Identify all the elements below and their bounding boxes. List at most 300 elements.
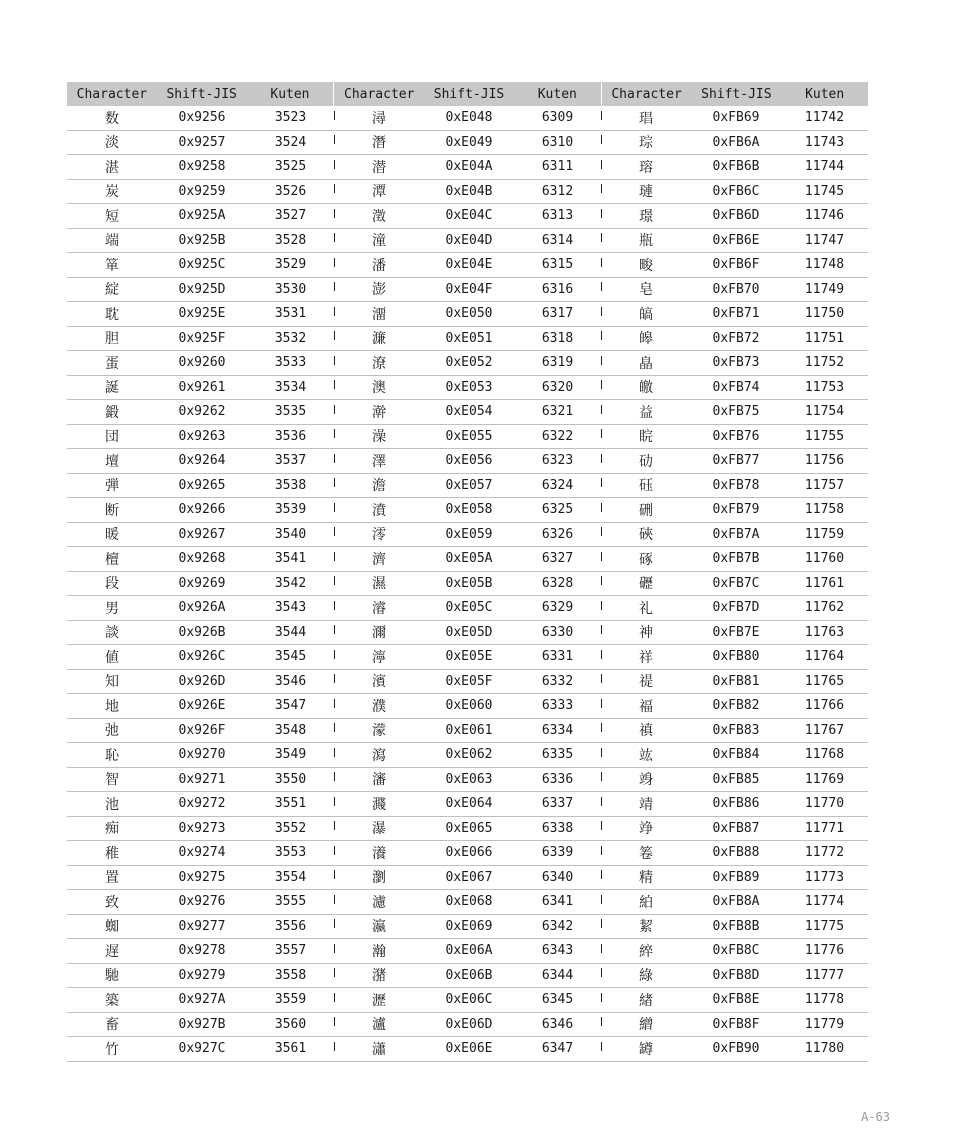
cell-kuten: 11770 bbox=[804, 796, 845, 812]
cell-character: 檀 bbox=[105, 551, 119, 568]
cell-kuten: 11743 bbox=[804, 134, 845, 150]
cell-character: 池 bbox=[105, 796, 119, 813]
cell-kuten: 6335 bbox=[541, 747, 574, 763]
cell-character: 澂 bbox=[372, 208, 386, 225]
cell-kuten: 3559 bbox=[274, 992, 307, 1008]
cell-shift-jis: 0xFB7B bbox=[712, 551, 760, 567]
cell-character: 竹 bbox=[105, 1041, 119, 1058]
cell-shift-jis: 0x9261 bbox=[178, 379, 226, 395]
cell-shift-jis: 0xFB71 bbox=[712, 306, 760, 322]
cell-character: 澣 bbox=[372, 404, 386, 421]
table-header bbox=[67, 82, 868, 106]
table-row bbox=[67, 694, 868, 719]
cell-kuten: 6324 bbox=[541, 477, 574, 493]
cell-shift-jis: 0xE061 bbox=[445, 722, 493, 738]
cell-character: 瀏 bbox=[372, 870, 386, 887]
cell-kuten: 6342 bbox=[541, 918, 574, 934]
table-row bbox=[67, 131, 868, 156]
cell-kuten: 3536 bbox=[274, 428, 307, 444]
table-row bbox=[67, 302, 868, 327]
cell-kuten: 11764 bbox=[804, 649, 845, 665]
cell-kuten: 6337 bbox=[541, 796, 574, 812]
cell-character: 談 bbox=[105, 625, 119, 642]
table-body bbox=[67, 106, 868, 1062]
cell-character: 礼 bbox=[639, 600, 653, 617]
cell-character: 知 bbox=[105, 674, 119, 691]
cell-character: 絜 bbox=[639, 919, 653, 936]
cell-shift-jis: 0x9268 bbox=[178, 551, 226, 567]
cell-character: 致 bbox=[105, 894, 119, 911]
cell-shift-jis: 0x925C bbox=[178, 257, 226, 273]
cell-character: 恥 bbox=[105, 747, 119, 764]
cell-character: 濆 bbox=[372, 502, 386, 519]
cell-kuten: 11760 bbox=[804, 551, 845, 567]
table-row bbox=[67, 817, 868, 842]
cell-shift-jis: 0xFB6D bbox=[712, 208, 760, 224]
cell-shift-jis: 0xE064 bbox=[445, 796, 493, 812]
cell-kuten: 11763 bbox=[804, 624, 845, 640]
header-kuten: Kuten bbox=[537, 86, 577, 102]
cell-character: 綠 bbox=[639, 968, 653, 985]
cell-kuten: 6317 bbox=[541, 306, 574, 322]
cell-character: 暖 bbox=[105, 527, 119, 544]
separator-tick bbox=[601, 723, 602, 732]
cell-character: 濛 bbox=[372, 723, 386, 740]
table-row bbox=[67, 939, 868, 964]
table-row bbox=[67, 400, 868, 425]
separator-tick bbox=[334, 552, 335, 561]
cell-character: 瓶 bbox=[639, 233, 653, 250]
cell-kuten: 3549 bbox=[274, 747, 307, 763]
header-character: Character bbox=[344, 86, 415, 102]
cell-kuten: 3558 bbox=[274, 967, 307, 983]
cell-character: 砡 bbox=[639, 478, 653, 495]
cell-shift-jis: 0x926A bbox=[178, 600, 226, 616]
cell-kuten: 11750 bbox=[804, 306, 845, 322]
table-row bbox=[67, 474, 868, 499]
cell-shift-jis: 0xFB81 bbox=[712, 673, 760, 689]
cell-kuten: 6318 bbox=[541, 330, 574, 346]
cell-character: 瑢 bbox=[639, 159, 653, 176]
cell-shift-jis: 0xFB88 bbox=[712, 845, 760, 861]
separator-tick bbox=[334, 723, 335, 732]
cell-kuten: 3541 bbox=[274, 551, 307, 567]
separator-tick bbox=[334, 699, 335, 708]
cell-kuten: 6314 bbox=[541, 232, 574, 248]
table-row bbox=[67, 278, 868, 303]
cell-character: 睆 bbox=[639, 429, 653, 446]
cell-shift-jis: 0xFB8D bbox=[712, 967, 760, 983]
table-row bbox=[67, 743, 868, 768]
separator-tick bbox=[601, 1042, 602, 1051]
table-row bbox=[67, 866, 868, 891]
cell-character: 澤 bbox=[372, 453, 386, 470]
table-row bbox=[67, 425, 868, 450]
cell-character: 禛 bbox=[639, 723, 653, 740]
cell-character: 澹 bbox=[372, 478, 386, 495]
table-row bbox=[67, 155, 868, 180]
cell-shift-jis: 0xFB8E bbox=[712, 992, 760, 1008]
cell-kuten: 3525 bbox=[274, 159, 307, 175]
cell-kuten: 3526 bbox=[274, 183, 307, 199]
separator-tick bbox=[601, 233, 602, 242]
cell-character: 璉 bbox=[639, 184, 653, 201]
cell-character: 断 bbox=[105, 502, 119, 519]
cell-shift-jis: 0xE067 bbox=[445, 869, 493, 885]
cell-kuten: 3553 bbox=[274, 845, 307, 861]
separator-tick bbox=[601, 870, 602, 879]
header-kuten: Kuten bbox=[805, 86, 845, 102]
cell-shift-jis: 0xE055 bbox=[445, 428, 493, 444]
cell-shift-jis: 0xE058 bbox=[445, 502, 493, 518]
cell-character: 潜 bbox=[372, 159, 386, 176]
cell-kuten: 6322 bbox=[541, 428, 574, 444]
separator-tick bbox=[334, 160, 335, 169]
cell-kuten: 11762 bbox=[804, 600, 845, 616]
separator-tick bbox=[334, 1017, 335, 1026]
cell-character: 蛋 bbox=[105, 355, 119, 372]
table-row bbox=[67, 890, 868, 915]
header-kuten: Kuten bbox=[270, 86, 310, 102]
cell-character: 瀟 bbox=[372, 1041, 386, 1058]
cell-kuten: 6340 bbox=[541, 869, 574, 885]
separator-tick bbox=[601, 601, 602, 610]
separator-tick bbox=[334, 380, 335, 389]
cell-kuten: 3532 bbox=[274, 330, 307, 346]
cell-character: 澪 bbox=[372, 527, 386, 544]
cell-shift-jis: 0xFB74 bbox=[712, 379, 760, 395]
cell-shift-jis: 0x9264 bbox=[178, 453, 226, 469]
cell-shift-jis: 0xFB82 bbox=[712, 698, 760, 714]
cell-character: 湛 bbox=[105, 159, 119, 176]
cell-character: 稚 bbox=[105, 845, 119, 862]
separator-tick bbox=[334, 356, 335, 365]
cell-shift-jis: 0x9260 bbox=[178, 355, 226, 371]
cell-kuten: 11757 bbox=[804, 477, 845, 493]
cell-kuten: 6329 bbox=[541, 600, 574, 616]
separator-tick bbox=[601, 478, 602, 487]
cell-shift-jis: 0x926D bbox=[178, 673, 226, 689]
cell-kuten: 3556 bbox=[274, 918, 307, 934]
table-row bbox=[67, 621, 868, 646]
cell-kuten: 6319 bbox=[541, 355, 574, 371]
cell-character: 澡 bbox=[372, 429, 386, 446]
cell-shift-jis: 0x927A bbox=[178, 992, 226, 1008]
cell-shift-jis: 0xE069 bbox=[445, 918, 493, 934]
table-row bbox=[67, 547, 868, 572]
separator-tick bbox=[601, 356, 602, 365]
cell-character: 値 bbox=[105, 649, 119, 666]
cell-kuten: 11775 bbox=[804, 918, 845, 934]
cell-character: 澳 bbox=[372, 380, 386, 397]
cell-shift-jis: 0x925B bbox=[178, 232, 226, 248]
cell-character: 益 bbox=[639, 404, 653, 421]
cell-shift-jis: 0x925A bbox=[178, 208, 226, 224]
cell-shift-jis: 0x926E bbox=[178, 698, 226, 714]
cell-kuten: 11745 bbox=[804, 183, 845, 199]
cell-kuten: 6326 bbox=[541, 526, 574, 542]
cell-shift-jis: 0x9262 bbox=[178, 404, 226, 420]
cell-kuten: 6345 bbox=[541, 992, 574, 1008]
separator-tick bbox=[601, 1017, 602, 1026]
cell-character: 地 bbox=[105, 698, 119, 715]
cell-character: 瀑 bbox=[372, 821, 386, 838]
cell-character: 澎 bbox=[372, 282, 386, 299]
cell-character: 濟 bbox=[372, 551, 386, 568]
separator-tick bbox=[601, 307, 602, 316]
cell-kuten: 11758 bbox=[804, 502, 845, 518]
cell-kuten: 3538 bbox=[274, 477, 307, 493]
cell-shift-jis: 0x9266 bbox=[178, 502, 226, 518]
cell-shift-jis: 0xFB6E bbox=[712, 232, 760, 248]
cell-shift-jis: 0xFB86 bbox=[712, 796, 760, 812]
cell-kuten: 11776 bbox=[804, 943, 845, 959]
cell-shift-jis: 0xE04C bbox=[445, 208, 493, 224]
separator-tick bbox=[334, 650, 335, 659]
cell-character: 畯 bbox=[639, 257, 653, 274]
table-row bbox=[67, 253, 868, 278]
cell-kuten: 6331 bbox=[541, 649, 574, 665]
separator-tick bbox=[334, 968, 335, 977]
cell-character: 潘 bbox=[372, 257, 386, 274]
separator-tick bbox=[601, 258, 602, 267]
separator-tick bbox=[601, 650, 602, 659]
cell-character: 竧 bbox=[639, 772, 653, 789]
cell-shift-jis: 0xFB7C bbox=[712, 575, 760, 591]
cell-kuten: 3545 bbox=[274, 649, 307, 665]
cell-shift-jis: 0x9277 bbox=[178, 918, 226, 934]
cell-character: 琩 bbox=[639, 110, 653, 127]
cell-character: 潭 bbox=[372, 184, 386, 201]
cell-kuten: 3534 bbox=[274, 379, 307, 395]
character-code-table bbox=[67, 82, 868, 1062]
table-row bbox=[67, 915, 868, 940]
separator-tick bbox=[334, 258, 335, 267]
cell-character: 綻 bbox=[105, 282, 119, 299]
cell-character: 硎 bbox=[639, 502, 653, 519]
cell-kuten: 6315 bbox=[541, 257, 574, 273]
cell-character: 禔 bbox=[639, 674, 653, 691]
cell-shift-jis: 0xFB7E bbox=[712, 624, 760, 640]
cell-shift-jis: 0xFB84 bbox=[712, 747, 760, 763]
cell-character: 淡 bbox=[105, 135, 119, 152]
cell-shift-jis: 0xFB8F bbox=[712, 1016, 760, 1032]
cell-character: 潼 bbox=[372, 233, 386, 250]
cell-shift-jis: 0xE066 bbox=[445, 845, 493, 861]
table-row bbox=[67, 449, 868, 474]
cell-kuten: 3552 bbox=[274, 820, 307, 836]
cell-shift-jis: 0xFB80 bbox=[712, 649, 760, 665]
cell-shift-jis: 0x925E bbox=[178, 306, 226, 322]
cell-shift-jis: 0xE065 bbox=[445, 820, 493, 836]
separator-tick bbox=[334, 184, 335, 193]
cell-kuten: 6332 bbox=[541, 673, 574, 689]
table-row bbox=[67, 498, 868, 523]
cell-kuten: 11755 bbox=[804, 428, 845, 444]
cell-kuten: 11759 bbox=[804, 526, 845, 542]
cell-kuten: 3529 bbox=[274, 257, 307, 273]
table-row bbox=[67, 106, 868, 131]
cell-character: 緖 bbox=[639, 992, 653, 1009]
separator-tick bbox=[334, 282, 335, 291]
table-row bbox=[67, 988, 868, 1013]
cell-character: 竑 bbox=[639, 747, 653, 764]
cell-shift-jis: 0xE059 bbox=[445, 526, 493, 542]
table-row bbox=[67, 229, 868, 254]
cell-character: 痴 bbox=[105, 821, 119, 838]
cell-kuten: 3561 bbox=[274, 1041, 307, 1057]
cell-shift-jis: 0xFB78 bbox=[712, 477, 760, 493]
cell-shift-jis: 0xE05A bbox=[445, 551, 493, 567]
cell-kuten: 6330 bbox=[541, 624, 574, 640]
separator-tick bbox=[334, 870, 335, 879]
cell-character: 潴 bbox=[372, 968, 386, 985]
cell-shift-jis: 0xE062 bbox=[445, 747, 493, 763]
cell-shift-jis: 0xE048 bbox=[445, 110, 493, 126]
cell-character: 畜 bbox=[105, 1017, 119, 1034]
cell-kuten: 6338 bbox=[541, 820, 574, 836]
cell-character: 瀉 bbox=[372, 747, 386, 764]
cell-kuten: 11747 bbox=[804, 232, 845, 248]
table-row bbox=[67, 376, 868, 401]
cell-kuten: 3543 bbox=[274, 600, 307, 616]
cell-kuten: 11771 bbox=[804, 820, 845, 836]
cell-shift-jis: 0xFB90 bbox=[712, 1041, 760, 1057]
cell-kuten: 6323 bbox=[541, 453, 574, 469]
table-row bbox=[67, 204, 868, 229]
separator-tick bbox=[601, 209, 602, 218]
separator-tick bbox=[334, 503, 335, 512]
cell-shift-jis: 0xFB73 bbox=[712, 355, 760, 371]
cell-shift-jis: 0xFB7D bbox=[712, 600, 760, 616]
cell-kuten: 11748 bbox=[804, 257, 845, 273]
cell-character: 瀝 bbox=[372, 992, 386, 1009]
cell-character: 団 bbox=[105, 429, 119, 446]
cell-character: 罇 bbox=[639, 1041, 653, 1058]
cell-character: 智 bbox=[105, 772, 119, 789]
page-number: A-63 bbox=[861, 1110, 890, 1124]
cell-kuten: 11761 bbox=[804, 575, 845, 591]
cell-shift-jis: 0x9271 bbox=[178, 771, 226, 787]
separator-tick bbox=[334, 601, 335, 610]
cell-shift-jis: 0xFB89 bbox=[712, 869, 760, 885]
cell-kuten: 3557 bbox=[274, 943, 307, 959]
cell-character: 繒 bbox=[639, 1017, 653, 1034]
cell-character: 濮 bbox=[372, 698, 386, 715]
cell-kuten: 6312 bbox=[541, 183, 574, 199]
cell-character: 皦 bbox=[639, 380, 653, 397]
cell-shift-jis: 0x927B bbox=[178, 1016, 226, 1032]
cell-kuten: 6328 bbox=[541, 575, 574, 591]
cell-character: 濺 bbox=[372, 796, 386, 813]
table-row bbox=[67, 841, 868, 866]
table-row bbox=[67, 180, 868, 205]
table-row bbox=[67, 523, 868, 548]
cell-character: 胆 bbox=[105, 331, 119, 348]
cell-shift-jis: 0xFB8C bbox=[712, 943, 760, 959]
separator-tick bbox=[601, 111, 602, 120]
separator-tick bbox=[601, 993, 602, 1002]
cell-kuten: 11778 bbox=[804, 992, 845, 1008]
cell-character: 濔 bbox=[372, 625, 386, 642]
separator-tick bbox=[334, 233, 335, 242]
cell-shift-jis: 0xFB87 bbox=[712, 820, 760, 836]
cell-kuten: 6313 bbox=[541, 208, 574, 224]
separator-tick bbox=[334, 944, 335, 953]
cell-character: 弛 bbox=[105, 723, 119, 740]
cell-character: 硺 bbox=[639, 551, 653, 568]
separator-tick bbox=[601, 674, 602, 683]
cell-kuten: 3540 bbox=[274, 526, 307, 542]
cell-shift-jis: 0xE057 bbox=[445, 477, 493, 493]
separator-tick bbox=[334, 895, 335, 904]
cell-kuten: 3555 bbox=[274, 894, 307, 910]
cell-character: 皞 bbox=[639, 331, 653, 348]
separator-tick bbox=[601, 846, 602, 855]
cell-character: 皛 bbox=[639, 355, 653, 372]
cell-shift-jis: 0xFB70 bbox=[712, 281, 760, 297]
table-row bbox=[67, 572, 868, 597]
separator-tick bbox=[601, 184, 602, 193]
cell-shift-jis: 0x9257 bbox=[178, 134, 226, 150]
separator-tick bbox=[601, 772, 602, 781]
cell-kuten: 6346 bbox=[541, 1016, 574, 1032]
cell-character: 神 bbox=[639, 625, 653, 642]
cell-character: 箪 bbox=[105, 257, 119, 274]
cell-kuten: 6309 bbox=[541, 110, 574, 126]
cell-shift-jis: 0x9279 bbox=[178, 967, 226, 983]
separator-tick bbox=[601, 968, 602, 977]
cell-shift-jis: 0xFB85 bbox=[712, 771, 760, 787]
separator-tick bbox=[334, 527, 335, 536]
cell-shift-jis: 0x9276 bbox=[178, 894, 226, 910]
cell-shift-jis: 0x9270 bbox=[178, 747, 226, 763]
cell-kuten: 3530 bbox=[274, 281, 307, 297]
cell-shift-jis: 0xE050 bbox=[445, 306, 493, 322]
cell-kuten: 6311 bbox=[541, 159, 574, 175]
separator-tick bbox=[334, 919, 335, 928]
cell-kuten: 6333 bbox=[541, 698, 574, 714]
cell-kuten: 11751 bbox=[804, 330, 845, 346]
table-row bbox=[67, 327, 868, 352]
cell-shift-jis: 0x9273 bbox=[178, 820, 226, 836]
separator-tick bbox=[601, 380, 602, 389]
cell-kuten: 3560 bbox=[274, 1016, 307, 1032]
separator-tick bbox=[334, 135, 335, 144]
cell-shift-jis: 0x926C bbox=[178, 649, 226, 665]
cell-character: 馳 bbox=[105, 968, 119, 985]
cell-shift-jis: 0x925D bbox=[178, 281, 226, 297]
cell-shift-jis: 0xE06A bbox=[445, 943, 493, 959]
cell-kuten: 11756 bbox=[804, 453, 845, 469]
cell-shift-jis: 0xFB79 bbox=[712, 502, 760, 518]
cell-kuten: 11769 bbox=[804, 771, 845, 787]
separator-tick bbox=[601, 503, 602, 512]
cell-shift-jis: 0xE056 bbox=[445, 453, 493, 469]
cell-kuten: 3551 bbox=[274, 796, 307, 812]
cell-character: 劯 bbox=[639, 453, 653, 470]
cell-shift-jis: 0xE05F bbox=[445, 673, 493, 689]
header-character: Character bbox=[611, 86, 682, 102]
cell-character: 蜘 bbox=[105, 919, 119, 936]
cell-shift-jis: 0xE063 bbox=[445, 771, 493, 787]
separator-tick bbox=[334, 674, 335, 683]
separator-tick bbox=[601, 454, 602, 463]
separator-tick bbox=[601, 552, 602, 561]
separator-tick bbox=[334, 331, 335, 340]
cell-shift-jis: 0xFB6A bbox=[712, 134, 760, 150]
cell-shift-jis: 0xE04D bbox=[445, 232, 493, 248]
